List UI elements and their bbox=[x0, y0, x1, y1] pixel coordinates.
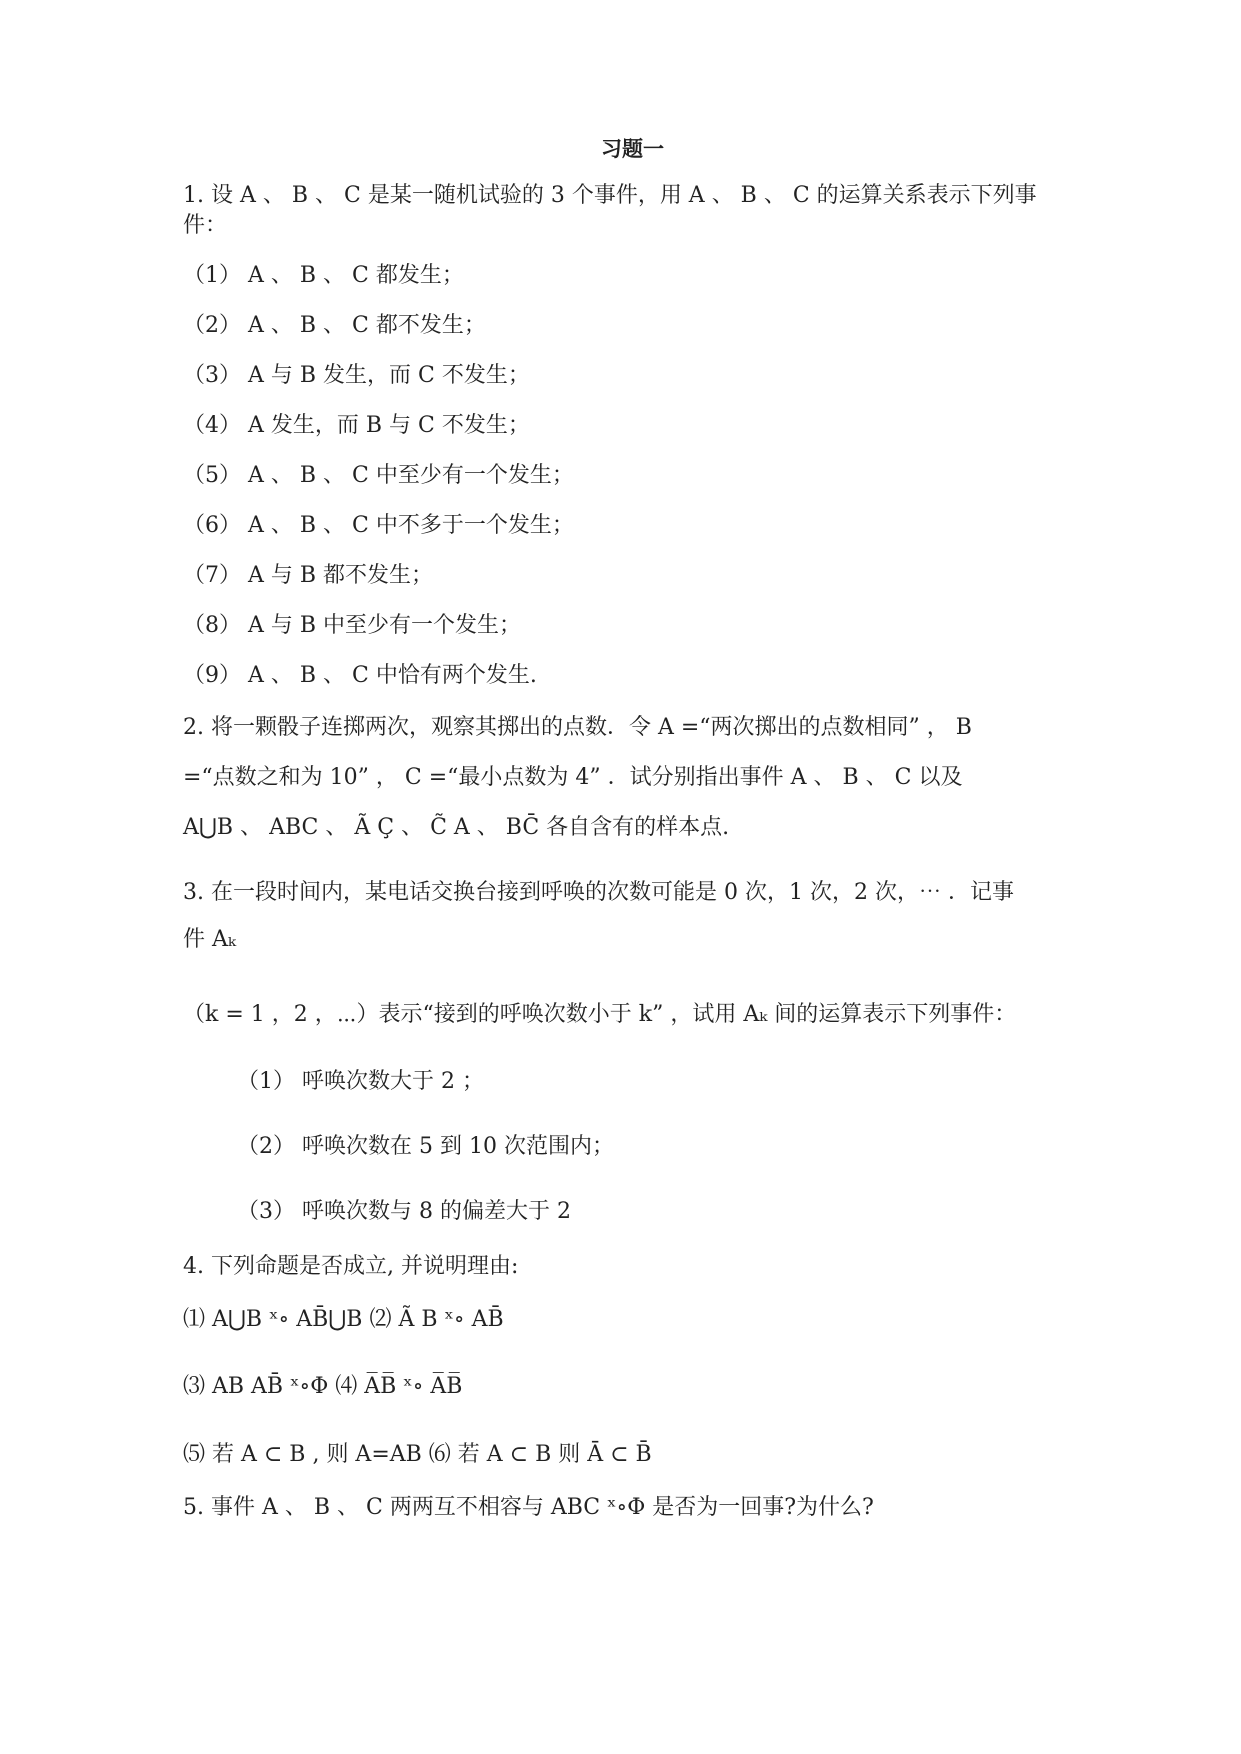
q1-item-3: （3） A 与 B 发生，而 C 不发生； bbox=[183, 363, 530, 388]
q1-item-2: （2） A 、 B 、 C 都不发生； bbox=[183, 313, 486, 338]
q4-intro: 4. 下列命题是否成立, 并说明理由: bbox=[183, 1254, 519, 1279]
q4-row-3: ⑸ 若 A ⊂ B , 则 A=AB ⑹ 若 A ⊂ B 则 Ā ⊂ B̄ bbox=[183, 1442, 652, 1467]
q1-item-6: （6） A 、 B 、 C 中不多于一个发生； bbox=[183, 513, 574, 538]
q3-line-3: （k = 1 ，2 ，⋯）表示“接到的呼唤次数小于 k” ，试用 Aₖ 间的运算表示下列事件： bbox=[183, 1002, 1017, 1027]
q3-item-2: （2） 呼唤次数在 5 到 10 次范围内； bbox=[237, 1134, 614, 1159]
q4-row-1: ⑴ A⋃B ˣ∘ AB̄⋃B ⑵ Ã B ˣ∘ AB̄ bbox=[183, 1307, 504, 1332]
q3-line-2: 件 Aₖ bbox=[183, 927, 236, 952]
q1-item-8: （8） A 与 B 中至少有一个发生； bbox=[183, 613, 522, 638]
q1-text-line-2: 件： bbox=[183, 213, 228, 238]
q5-text: 5. 事件 A 、 B 、 C 两两互不相容与 ABC ˣ∘Φ 是否为一回事?为什么? bbox=[183, 1495, 874, 1520]
q3-item-3: （3） 呼唤次数与 8 的偏差大于 2 bbox=[237, 1199, 571, 1224]
q3-item-1: （1） 呼唤次数大于 2 ； bbox=[237, 1069, 484, 1094]
q4-row-2: ⑶ AB AB̄ ˣ∘Φ ⑷ A̅B̅ ˣ∘ A̅B̅ bbox=[183, 1374, 463, 1399]
q1-item-1: （1） A 、 B 、 C 都发生； bbox=[183, 263, 464, 288]
q3-line-1: 3. 在一段时间内，某电话交换台接到呼唤的次数可能是 0 次，1 次，2 次，⋯ ．记事 bbox=[183, 880, 1014, 905]
q1-item-7: （7） A 与 B 都不发生； bbox=[183, 563, 434, 588]
q2-line-3: A⋃B 、 ABC 、 Ã Ç 、 C̃ A 、 BC̄ 各自含有的样本点. bbox=[183, 815, 730, 840]
q1-item-4: （4） A 发生，而 B 与 C 不发生； bbox=[183, 413, 530, 438]
q2-line-1: 2. 将一颗骰子连掷两次，观察其掷出的点数．令 A =“两次掷出的点数相同” ， B bbox=[183, 715, 972, 740]
q1-item-9: （9） A 、 B 、 C 中恰有两个发生. bbox=[183, 663, 537, 688]
q1-text-line-1: 1. 设 A 、 B 、 C 是某一随机试验的 3 个事件，用 A 、 B 、 C 的运算关系表示下列事 bbox=[183, 183, 1037, 208]
q1-item-5: （5） A 、 B 、 C 中至少有一个发生； bbox=[183, 463, 574, 488]
q2-line-2: =“点数之和为 10” ， C =“最小点数为 4” ．试分别指出事件 A 、 B 、 C 以及 bbox=[183, 765, 963, 790]
page-title: 习题一 bbox=[601, 137, 664, 161]
